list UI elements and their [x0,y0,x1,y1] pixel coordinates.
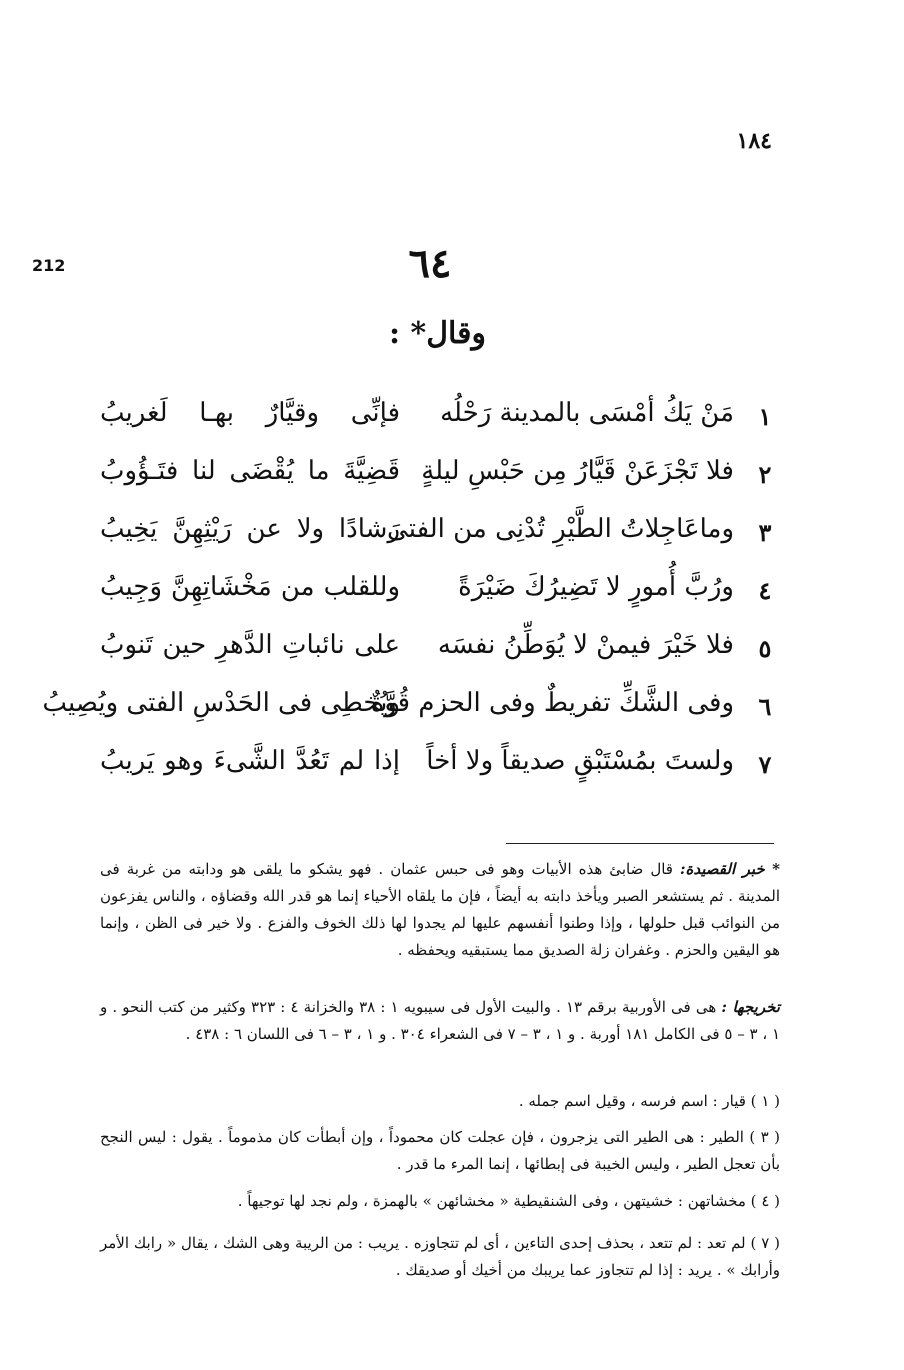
verse-number: ٧ [758,750,772,779]
verse-first-hemistich: فلا تَجْزَعَنْ قَيَّارُ مِن حَبْسِ ليلةٍ [421,456,734,486]
verse-row [100,746,780,796]
page-number-latin: 212 [32,256,66,275]
verse-row [100,572,780,622]
verse-row [100,456,780,506]
footnote-note: ( ١ ) قيار : اسم فرسه ، وقيل اسم جمله . [518,1092,780,1110]
verse-number: ٦ [758,692,772,721]
footnote-occasion-text: قال ضابئ هذه الأبيات وهو فى حبس عثمان . فهو يشكو ما يلقى هو ودابته من غربة فى المدينة . ثم يستشعر الصبر ويأخذ دابته به أيضاً ، فإن ما يلقاه الأحياء إنما هو قدر الله وقضاؤه ، والناس يفزعون من النوائب قبل حلولها ، وإذا وطنوا أنفسهم عليها لم يجدوا لها ذلك الخوف والفزع . ولا خير فى الظن ، وإنما هو اليقين والحزم . وغفران زلة الصديق مما يستبقيه ويحفظه . [100,860,780,959]
verse-second-hemistich: على نائباتِ الدَّهرِ حين تَنوبُ [100,630,400,660]
footnote-occasion [100,856,780,964]
footnote-note: ( ٣ ) الطير : هى الطير التى يزجرون ، فإن عجلت كان محموداً ، وإن أبطأت كان مذموماً . يقول : ليس النجح بأن تعجل الطير ، وليس الخيبة فى إبطائها ، إنما المرء ما قدر . [100,1128,780,1173]
verse-second-hemistich: إذا لم تَعُدَّ الشَّىءَ وهو يَريبُ [100,746,400,776]
verse-second-hemistich: فإنِّى وقيَّارٌ بهـا لَغريبُ [100,398,400,428]
footnote-sources [100,994,780,1048]
verse-first-hemistich: فلا خَيْرَ فيمنْ لا يُوَطِّنُ نفسَه [437,630,734,660]
verse-number: ٣ [758,518,772,547]
verse-first-hemistich: ورُبَّ أُمورٍ لا تَضِيرُكَ ضَيْرَةً [458,572,734,602]
verse-number: ٥ [758,634,772,663]
page-number-arabic: ١٨٤ [736,128,772,154]
verse-number: ٤ [758,576,772,605]
verse-second-hemistich: ويُخطِى فى الحَدْسِ الفتى ويُصِيبُ [42,688,400,718]
verse-first-hemistich: وفى الشَّكِّ تفريطٌ وفى الحزم قُوَّةٌ [370,688,734,718]
footnote-note: ( ٤ ) مخشاتهن : خشيتهن ، وفى الشنقيطية « مخشائهن » بالهمزة ، ولم نجد لها توجيهاً . [237,1192,780,1210]
footnote-sources-label: تخريجها : [721,998,780,1016]
verse-row [100,514,780,564]
verse-first-hemistich: ولستَ بمُسْتَبْقٍ صديقاً ولا أخاً [426,746,734,776]
verse-second-hemistich: قَضِيَّةَ ما يُقْضَى لنا فتَـؤُوبُ [100,456,400,486]
poem-number: ٦٤ [408,240,452,287]
verse-row [100,398,780,448]
verse-number: ١ [758,402,772,431]
footnote-sources-text: هى فى الأوربية برقم ١٣ . والبيت الأول فى سيبويه ١ : ٣٨ والخزانة ٤ : ٣٢٣ وكثير من كتب النحو . و ١ ، ٣ – ٥ فى الكامل ١٨١ أوربة . و ١ ، ٣ – ٧ فى الشعراء ٣٠٤ . و ١ ، ٣ – ٦ فى اللسان ٦ : ٤٣٨ . [100,998,780,1043]
footnote-occasion-label: * خبر القصيدة: [680,860,780,878]
verse-row [42,688,780,738]
footnote-divider [506,843,774,844]
verse-row [100,630,780,680]
poem-heading: وقال* : [389,316,486,351]
verse-number: ٢ [758,460,772,489]
verse-second-hemistich: وللقلب من مَخْشَاتِهِنَّ وَجِيبُ [100,572,400,602]
verse-second-hemistich: رَشادًا ولا عن رَيْثِهِنَّ يَخِيبُ [100,514,400,544]
footnote-note: ( ٧ ) لم تعد : لم تتعد ، بحذف إحدى التاءين ، أى لم تتجاوزه . يريب : من الريبة وهى الشك ، يقال « رابك الأمر وأرابك » . يريد : إذا لم تتجاوز عما يريبك من أخيك أو صديقك . [100,1234,780,1279]
verse-first-hemistich: مَنْ يَكُ أمْسَى بالمدينة رَحْلُه [440,398,734,428]
verse-first-hemistich: وماعَاجِلاتُ الطَّيْرِ تُدْنِى من الفتى [387,514,734,544]
